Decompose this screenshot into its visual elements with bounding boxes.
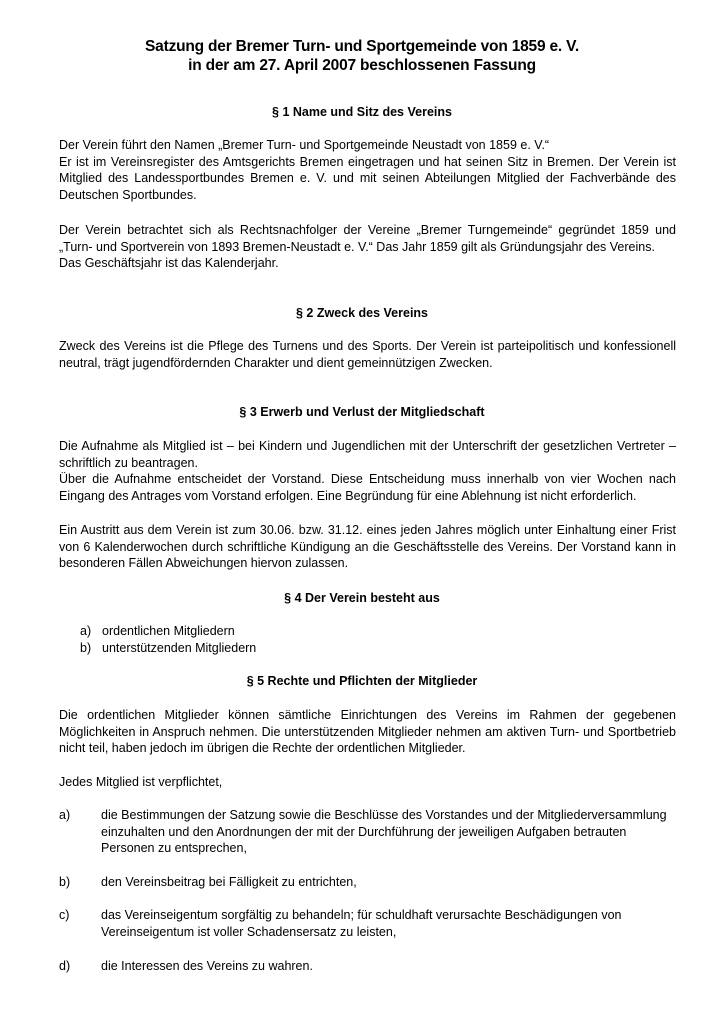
list-item-marker: a): [80, 624, 92, 638]
section-3-heading: § 3 Erwerb und Verlust der Mitgliedschaft: [239, 405, 485, 419]
duty-text: die Interessen des Vereins zu wahren.: [101, 959, 313, 973]
duty-marker: b): [59, 875, 71, 889]
section-5-paragraph-1: Die ordentlichen Mitglieder können sämtliche Einrichtungen des Vereins im Rahmen der gegebenen Möglichkeiten in Anspruch nehmen. Die unterstützenden Mitglieder nehmen am aktiven Turn- und Sportbetrieb nicht teil, haben jedoch im übrigen die Rechte der ordentlichen Mitglieder.: [59, 708, 676, 756]
duty-text: den Vereinsbeitrag bei Fälligkeit zu entrichten,: [101, 875, 357, 889]
section-4-heading: § 4 Der Verein besteht aus: [284, 591, 440, 605]
section-2-heading: § 2 Zweck des Vereins: [295, 306, 429, 320]
section-1-heading: § 1 Name und Sitz des Vereins: [272, 105, 452, 119]
section-1-paragraph-1: [59, 137, 676, 203]
list-item-marker: b): [80, 641, 92, 655]
section-3-line: Über die Aufnahme entscheidet der Vorstand. Diese Entscheidung muss innerhalb von vier Wochen nach Eingang des Antrages vom Vorstand erfolgen. Eine Begründung für eine Ablehnung ist nicht erforderlich.: [59, 472, 676, 503]
document-title-line-1: Satzung der Bremer Turn- und Sportgemeinde von 1859 e. V.: [145, 38, 579, 55]
document-title-line-2: in der am 27. April 2007 beschlossenen Fassung: [188, 57, 536, 74]
section-1-line: Er ist im Vereinsregister des Amtsgerichts Bremen eingetragen und hat seinen Sitz in Bremen. Der Verein ist Mitglied des Landessportbundes Bremen e. V. und mit seinen Abteilungen Mitglied der Fachverbände des Deutschen Sportbundes.: [59, 154, 676, 202]
section-3-paragraph-2: Ein Austritt aus dem Verein ist zum 30.06. bzw. 31.12. eines jeden Jahres möglich unter Einhaltung einer Frist von 6 Kalenderwochen durch schriftliche Kündigung an die Geschäftsstelle des Vereins. Der Vorstand kann in besonderen Fällen Abweichungen hiervon zulassen.: [59, 523, 676, 571]
list-item: unterstützenden Mitgliedern: [102, 641, 257, 655]
duty-marker: d): [59, 959, 71, 973]
section-1-line: Der Verein führt den Namen „Bremer Turn- und Sportgemeinde Neustadt von 1859 e. V.“: [59, 138, 550, 152]
section-1-line: Das Geschäftsjahr ist das Kalenderjahr.: [59, 256, 279, 271]
section-3-line: Die Aufnahme als Mitglied ist – bei Kindern und Jugendlichen mit der Unterschrift der gesetzlichen Vertreter – schriftlich zu beantragen.: [59, 439, 676, 470]
section-1-line: Der Verein betrachtet sich als Rechtsnachfolger der Vereine „Bremer Turngemeinde“ gegründet 1859 und „Turn- und Sportverein von 1893 Bremen-Neustadt e. V.“ Das Jahr 1859 gilt als Gründungsjahr des Vereins.: [59, 223, 676, 254]
section-2-paragraph-1: Zweck des Vereins ist die Pflege des Turnens und des Sports. Der Verein ist parteipolitisch und konfessionell neutral, trägt jugendfördernden Charakter und dient gemeinnützigen Zwecken.: [59, 339, 676, 370]
duty-text: das Vereinseigentum sorgfältig zu behandeln; für schuldhaft verursachte Beschädigungen von Vereinseigentum ist voller Schadensersatz zu leisten,: [101, 908, 622, 939]
section-1-paragraph-2: [59, 222, 676, 272]
section-3-paragraph-1: [59, 438, 676, 504]
duty-text: die Bestimmungen der Satzung sowie die Beschlüsse des Vorstandes und der Mitgliederversammlung einzuhalten und den Anordnungen der mit der Durchführung der jeweiligen Aufgaben betrauten Personen zu entsprechen,: [101, 808, 667, 856]
list-item: ordentlichen Mitgliedern: [102, 624, 235, 638]
duty-marker: a): [59, 808, 71, 822]
section-5-paragraph-2: Jedes Mitglied ist verpflichtet,: [59, 775, 223, 789]
section-5-heading: § 5 Rechte und Pflichten der Mitglieder: [246, 674, 478, 688]
duty-marker: c): [59, 908, 70, 922]
